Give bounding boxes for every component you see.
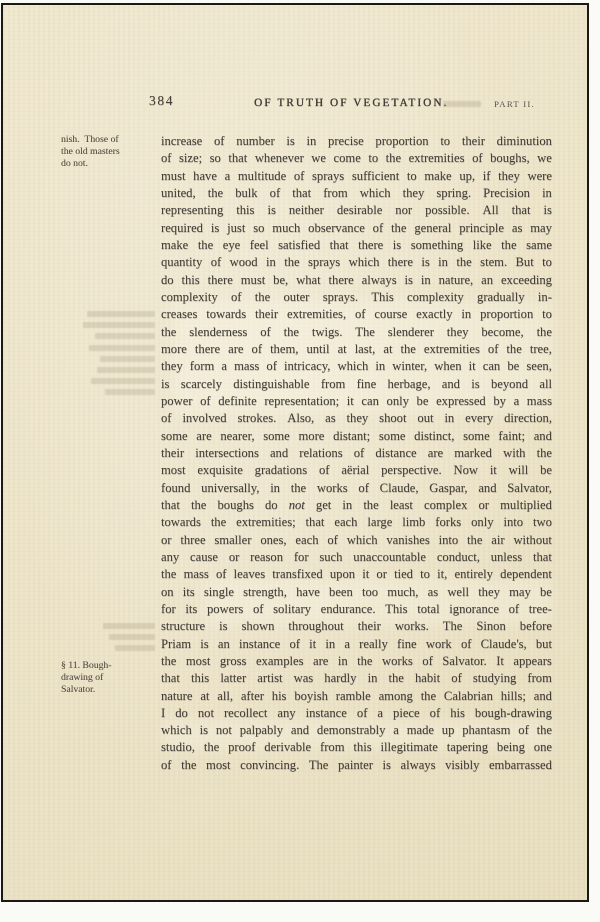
text-line: of the most convincing. The painter is always visibly embarrassed [161,757,552,772]
text-line: of size; so that whenever we come to the extremities of boughs, we [161,151,552,166]
part-label: PART II. [494,99,535,109]
text-line: that the boughs do not get in the least complex or multiplied [161,497,552,512]
text-line: nature at all, after his boyish ramble among the Calabrian hills; and [161,688,552,703]
text-line: do not. [61,157,88,169]
margin-note-old-masters [61,134,161,170]
text-line: that this latter artist was hardly in the habit of studying from [161,671,552,686]
text-line: they form a mass of intricacy, which in winter, when it can be seen, [161,359,552,374]
text-line: make the eye feel satisfied that there is something like the same [161,237,552,252]
text-line: drawing of [61,671,104,683]
text-line: found universally, in the works of Claude, Gaspar, and Salvator, [161,480,552,495]
text-line: do this there must be, what there always is in nature, an exceeding [161,272,552,287]
text-line: complexity of the outer sprays. This complexity gradually in- [161,289,552,304]
text-line: must have a multitude of sprays sufficient to make up, if they were [161,168,552,183]
text-line: most exquisite gradations of aërial perspective. Now it will be [161,463,552,478]
running-title: OF TRUTH OF VEGETATION. [254,97,449,109]
text-line: any cause or reason for such unaccountable conduct, unless that [161,549,552,564]
text-line: Salvator. [61,683,96,695]
bleedthrough-text [99,623,155,657]
text-line: of involved strokes. Also, as they shoot out in every direction, [161,411,552,426]
page-number: 384 [149,93,175,108]
text-line: the most gross examples are in the works of Salvator. It appears [161,653,552,668]
bleedthrough-text [443,101,481,107]
book-page [1,3,589,902]
margin-note-section-11 [61,660,161,696]
text-line: some are nearer, some more distant; some distinct, some faint; and [161,428,552,443]
text-line: or three smaller ones, each of which vanishes into the air without [161,532,552,547]
text-line: the mass of leaves transfixed upon it or tied to it, entirely dependent [161,567,552,582]
text-line: quantity of wood in the sprays which there is in the stem. But to [161,255,552,270]
text-line: towards the extremities; that each large limb forks only into two [161,515,552,530]
text-line: power of definite representation; it can only be expressed by a mass [161,393,552,408]
text-line: structure is shown throughout their works. The Sinon before [161,619,552,634]
text-line: the old masters [61,145,120,157]
text-line: more there are of them, until at last, at the extremities of the tree, [161,341,552,356]
bleedthrough-text [79,311,155,401]
text-line: representing this is neither desirable nor possible. All that is [161,203,552,218]
text-line: nish. Those of [61,134,119,145]
text-line: creases towards their extremities, of course exactly in proportion to [161,307,552,322]
text-line: united, the bulk of that from which they spring. Precision in [161,185,552,200]
text-line: the slenderness of the twigs. The slenderer they become, the [161,324,552,339]
text-line: their intersections and relations of distance are marked with the [161,445,552,460]
text-line: required is just so much observance of the general principle as may [161,220,552,235]
text-line: Priam is an instance of it in a really fine work of Claude's, but [161,636,552,651]
text-line: which is not palpably and demonstrably a made up phantasm of the [161,723,552,738]
body-text [161,133,552,774]
text-line: studio, the proof derivable from this illegitimate tapering being one [161,740,552,755]
text-line: I do not recollect any instance of a piece of his bough-drawing [161,705,552,720]
text-line: increase of number is in precise proportion to their diminution [161,134,552,148]
text-line: on its single strength, have been too much, as well they may be [161,584,552,599]
text-line: is scarcely distinguishable from fine herbage, and is beyond all [161,376,552,391]
text-line: for its powers of solitary endurance. This total ignorance of tree- [161,601,552,616]
text-line: § 11. Bough- [61,660,112,671]
